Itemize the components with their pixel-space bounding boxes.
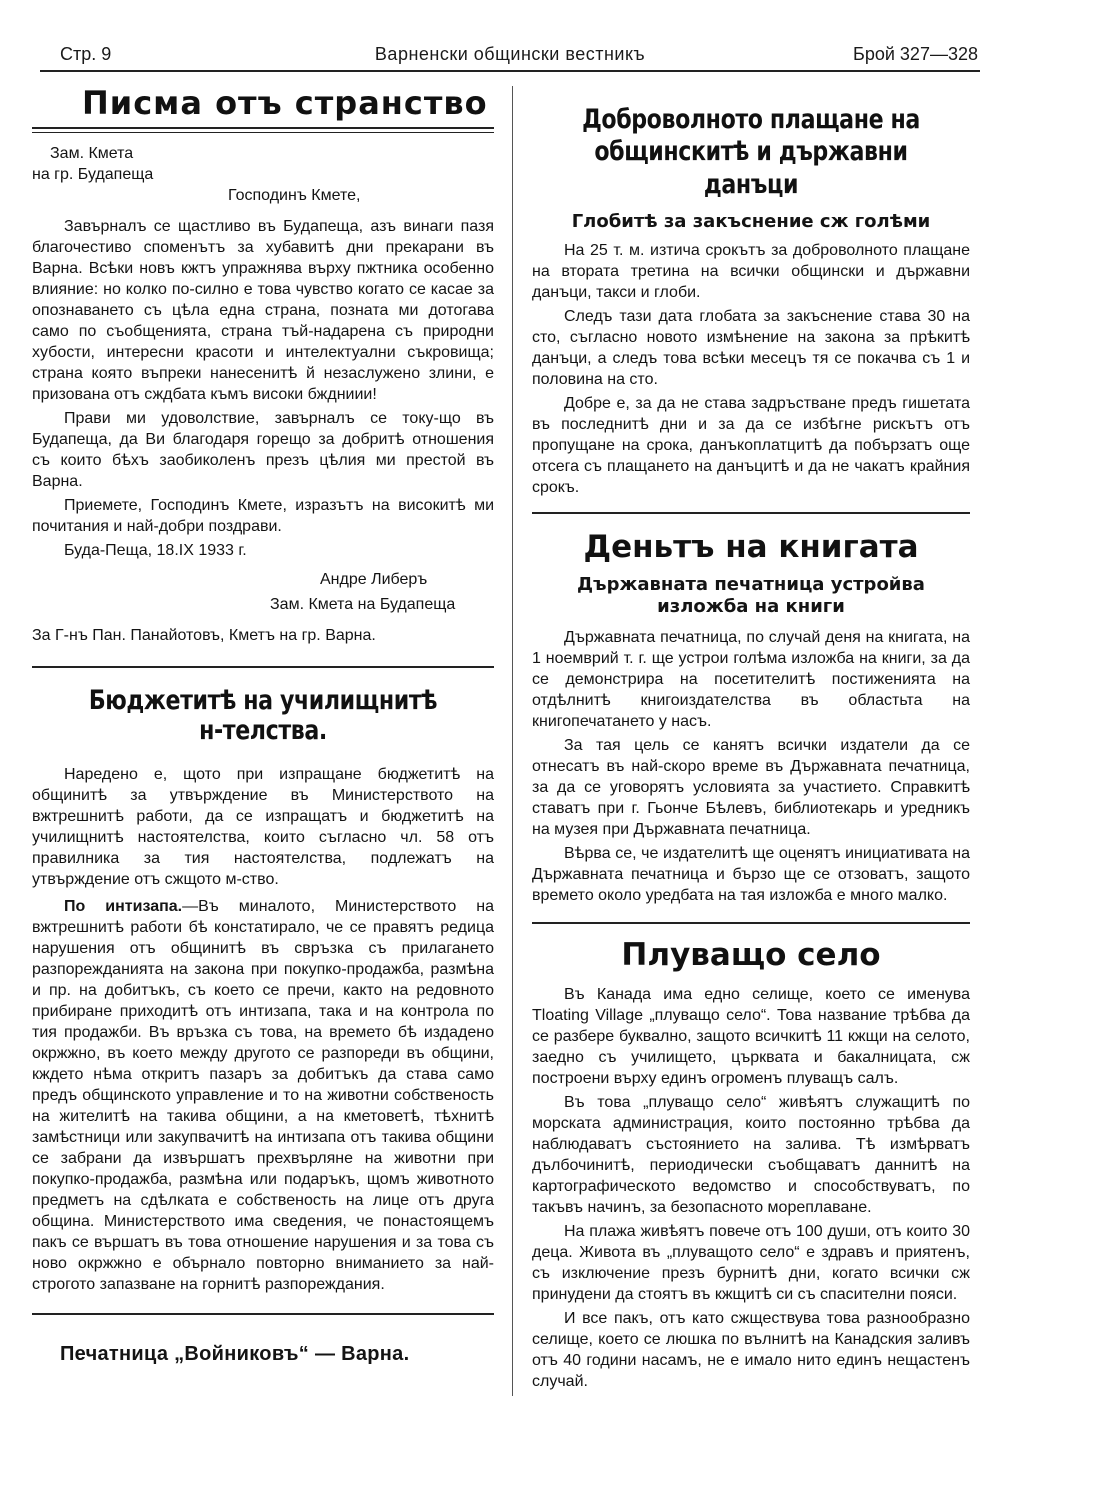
section-rule <box>32 1313 494 1315</box>
taxes-paragraph-1: На 25 т. м. изтича срокътъ за доброволното плащане на втората третина на всички общински и държавни данъци, такси и глоби. <box>532 241 970 301</box>
budgets-paragraph-1: Наредено е, щото при изпращане бюджетитѣ на общинитѣ за утвърждение въ Министерството на вжтрешнитѣ работи, да се изпращатъ и бюджетитѣ на училищнитѣ настоятелства, които съгласно чл. 58 отъ правилника за тия настоятелства, подлежатъ на утвърждение отъ сжщото м-ство. <box>32 765 494 888</box>
letter-footnote: За Г-нъ Пан. Панайотовъ, Кметъ на гр. Варна. <box>32 627 376 645</box>
letter-article <box>32 86 494 646</box>
letter-paragraph-3: Приемете, Господинъ Кмете, изразътъ на високитѣ ми почитания и най-добри поздрави. <box>32 497 494 536</box>
issue-number: Брой 327—328 <box>853 44 978 64</box>
page-number: Стр. 9 <box>60 44 112 64</box>
page-header <box>40 44 980 72</box>
village-headline: Плуващо село <box>621 936 881 973</box>
addressee-line1: Зам. Кмета <box>50 145 134 163</box>
addressee-line2: на гр. Будапеща <box>32 166 154 184</box>
column-divider <box>512 86 513 1396</box>
book-day-headline: Деньтъ на книгата <box>583 528 919 565</box>
section-rule <box>32 666 494 668</box>
book-day-paragraph-3: Вѣрва се, че издателитѣ ще оценятъ инициативата на Държавната печатница и бързо ще се отзоватъ, защото времето около уредбата на тая изложба е много малко. <box>532 844 970 904</box>
taxes-paragraph-3: Добре е, за да не става задръстване предъ гишетата въ последнитѣ дни и за да се избѣгне рискътъ отъ пропущане на срока, данъкоплатцитѣ да побързатъ още отсега съ плащането на данъцитѣ и да не чакатъ крайния срокъ. <box>532 394 970 496</box>
book-day-paragraph-2: За тая цель се канятъ всички издатели да се отнесатъ въ най-скоро време въ Държавната печатница, за да се уговорятъ условията за участието. Справкитѣ ставатъ при г. Гьонче Бѣлевъ, библиотекарь и уредникъ на музея при Държавната печатница. <box>532 736 970 838</box>
letter-paragraph-1: Завърналъ се щастливо въ Будапеща, азъ винаги пазя благочестиво споменътъ за хубавитѣ дни прекарани въ Варна. Всѣки новъ кжтъ упражнява върху пжтника особенно влияние: но колко по-силно е това чувство когато се касае за опознаването съ цѣла една страна, позната ми дотогава само по съобщенията, страна тъй-надарена съ природни хубости, интересни красоти и интелектуални съкровища; страна която въпреки нанесенитѣ й незаслужено злини, е призована отъ сждбата къмъ високи бждниии! <box>32 218 494 404</box>
budgets-headline: Бюджетитѣ на училищнитѣ н-телства. <box>88 685 438 746</box>
book-day-paragraph-1: Държавната печатница, по случай деня на книгата, на 1 ноемврий т. г. ще устрои голѣма изложба на книги, за да се демонстрира на посетителитѣ постиженията на отдѣлнитѣ книгоиздателства въ областьта на книгопечатането у насъ. <box>532 628 970 730</box>
budgets-lead: По интизапа. <box>64 897 183 915</box>
village-paragraph-1: Въ Канада има едно селище, което се именува Tloating Village „плуващо село“. Това название трѣбва да се разбере буквално, защото всичкитѣ 11 кжщи на селото, заедно съ училището, църквата и бакалницата, сж построени върху единъ огроменъ плуващъ салъ. <box>532 985 970 1087</box>
village-article <box>532 938 970 1392</box>
taxes-subheadline: Глобитѣ за закъснение сж голѣми <box>571 211 931 233</box>
letter-headline: Писма отъ странство <box>82 84 488 122</box>
taxes-headline: Доброволното плащане на общинскитѣ и държавни данъци <box>582 104 920 200</box>
book-day-subheadline: Държавната печатница устройва изложба на книги <box>577 573 925 618</box>
newspaper-title: Варненски общински вестникъ <box>374 44 646 64</box>
signature-name: Андре Либеръ <box>320 571 428 589</box>
budgets-paragraph-2 <box>32 896 494 1295</box>
letter-place-date: Буда-Пеща, 18.IX 1933 г. <box>64 542 247 560</box>
section-rule <box>532 512 970 514</box>
village-paragraph-2: Въ това „плуващо село“ живѣятъ служащитѣ по морската администрация, които постоянно трѣбва да наблюдаватъ състоянието на залива. Тѣ измѣрватъ дълбочинитѣ, периодически съобщаватъ даннитѣ на картографическото ведомство и способствуватъ, по такъвъ начинъ, за безопасното мореплаване. <box>532 1093 970 1216</box>
signature-title: Зам. Кмета на Будапеща <box>270 596 456 614</box>
header-rule <box>40 70 980 72</box>
budgets-paragraph-2-text: —Въ миналото, Министерството на вжтрешнитѣ работи бѣ констатирало, че се правятъ редица нарушения отъ общинитѣ въ свръзка съ прилагането разпорежданията на закона при покупко-продажба, размѣна и пр. на добитъкъ, съ което се пречи, както на редовното прибиране приходитѣ отъ интизапа, така и на контрола по тия продажби. Въ връзка съ това, на времето бѣ издадено окржжно, въ което между другото се разпореди въ общини, кждето нѣма откритъ пазаръ за добитъкъ да става само предъ общинското управление и то на животни собственость на жителитѣ на такива общини, а на кметоветѣ, тѣхнитѣ замѣстници или закупвачитѣ на интизапа отъ такива общини се забрани да извършатъ прехвърляне на животни при покупко-продажба, размѣна или подаръкъ, щомъ животното предметъ на сдѣлката е собственость на лице отъ друга община. Министерството има сведения, че понастоящемъ пакъ се вършатъ въ това отношение нарушения и за това съ ново окржжно е обърнало повторно вниманието за най-строгото запазване на горнитѣ разпореждания. <box>32 897 494 1293</box>
printer-imprint: Печатница „Войниковъ“ — Варна. <box>60 1342 410 1365</box>
book-day-article <box>532 530 970 906</box>
section-rule <box>532 922 970 924</box>
taxes-article <box>532 104 970 498</box>
village-paragraph-3: На плажа живѣятъ повече отъ 100 души, отъ които 30 деца. Живота въ „плуващото село“ е здравъ и приятенъ, съ изключение презъ бурнитѣ дни, когато всички сж принудени да стоятъ въ кжщитѣ си съ спасителни пояси. <box>532 1222 970 1303</box>
budgets-article <box>32 686 494 1294</box>
salutation: Господинъ Кмете, <box>228 187 361 205</box>
letter-paragraph-2: Прави ми удоволствие, завърналъ се току-що въ Будапеща, да Ви благодаря горещо за добритѣ отношения съ които бѣхъ заобиколенъ презъ цѣлия ми престой въ Варна. <box>32 410 494 491</box>
left-column <box>32 86 494 1366</box>
village-paragraph-4: И все пакъ, отъ като сжществува това разнообразно селище, което се люшка по вълнитѣ на Канадския заливъ отъ 40 години насамъ, не е имало нито единъ нещастенъ случай. <box>532 1309 970 1390</box>
headline-rule <box>32 127 494 133</box>
taxes-paragraph-2: Следъ тази дата глобата за закъснение става 30 на сто, съгласно новото измѣнение на закона за прѣкитѣ данъци, а следъ това всѣки месецъ тя се покачва съ 1 и половина на сто. <box>532 307 970 388</box>
right-column <box>532 92 970 1392</box>
